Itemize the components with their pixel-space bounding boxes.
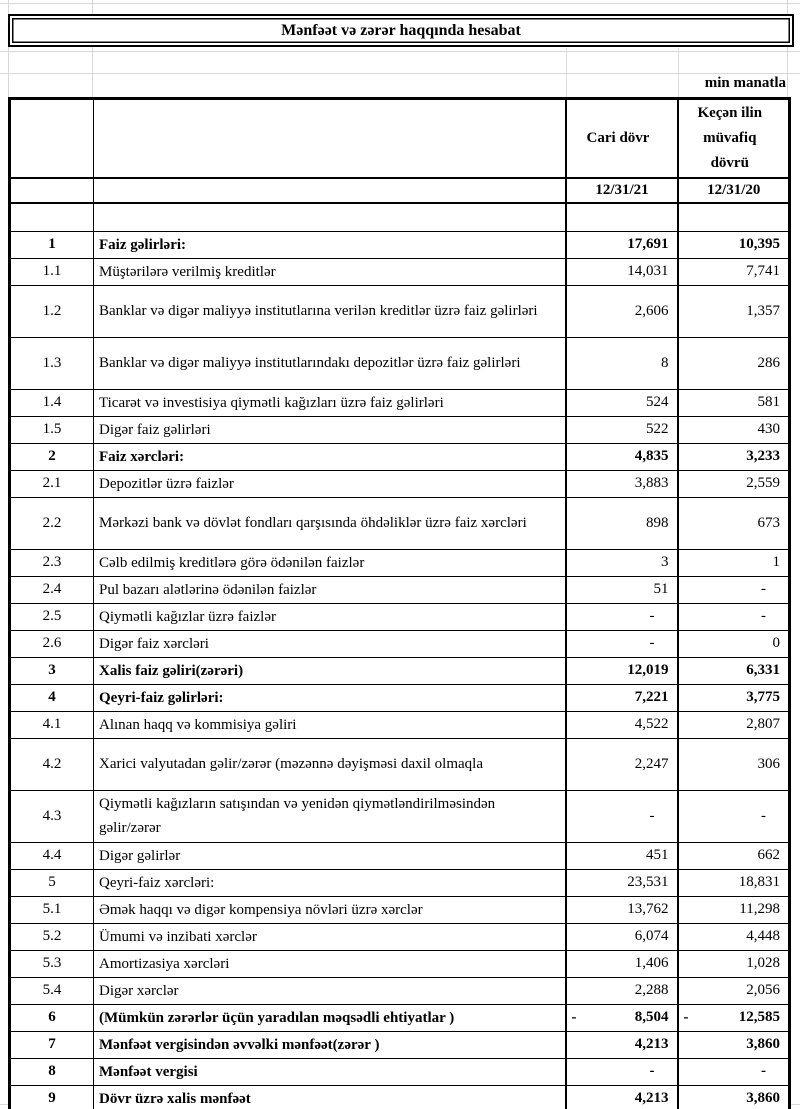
row-label: Faiz gəlirləri:	[94, 231, 566, 258]
value-prior: 7,741	[678, 258, 790, 285]
value-current: 7,221	[566, 684, 678, 711]
row-number: 2.4	[10, 576, 94, 603]
table-row	[10, 630, 790, 657]
table-row	[10, 1031, 790, 1058]
report-title: Mənfəət və zərər haqqında hesabat	[281, 21, 521, 39]
row-number: 2.3	[10, 549, 94, 576]
row-number: 2.2	[10, 497, 94, 549]
row-label: Cəlb edilmiş kreditlərə görə ödənilən faizlər	[94, 549, 566, 576]
negative-value: 8,504	[634, 1009, 669, 1025]
row-label: Mənfəət vergisindən əvvəlki mənfəət(zərər )	[94, 1031, 566, 1058]
date-row	[10, 178, 790, 203]
value-current: 4,835	[566, 443, 678, 470]
row-number: 5	[10, 869, 94, 896]
table-row	[10, 549, 790, 576]
value-current: 8	[566, 337, 678, 389]
table-row	[10, 657, 790, 684]
row-number: 4.1	[10, 711, 94, 738]
row-label: Digər xərclər	[94, 977, 566, 1004]
value-current	[566, 1004, 678, 1031]
col-header-current: Cari dövr	[566, 99, 678, 179]
report-table	[8, 97, 791, 1109]
value-current: 4,213	[566, 1085, 678, 1109]
row-label: Banklar və digər maliyyə institutlarına verilən kreditlər üzrə faiz gəlirləri	[94, 285, 566, 337]
value-prior: 3,775	[678, 684, 790, 711]
date-empty-cell	[10, 178, 94, 203]
value-prior: 3,233	[678, 443, 790, 470]
blank-row	[10, 203, 790, 231]
gridline	[678, 48, 679, 97]
row-number: 2.6	[10, 630, 94, 657]
table-row	[10, 603, 790, 630]
gridline	[0, 73, 800, 74]
negative-sign: -	[571, 1009, 577, 1025]
date-current: 12/31/21	[566, 178, 678, 203]
row-number: 1.1	[10, 258, 94, 285]
gridline	[0, 3, 800, 4]
value-current: 13,762	[566, 896, 678, 923]
table-row	[10, 1085, 790, 1109]
row-number: 6	[10, 1004, 94, 1031]
table-row	[10, 416, 790, 443]
row-label: Mərkəzi bank və dövlət fondları qarşısında öhdəliklər üzrə faiz xərcləri	[94, 497, 566, 549]
row-number: 9	[10, 1085, 94, 1109]
date-prior: 12/31/20	[678, 178, 790, 203]
row-label: Qeyri-faiz gəlirləri:	[94, 684, 566, 711]
value-prior: 2,807	[678, 711, 790, 738]
table-row	[10, 790, 790, 842]
value-current: 524	[566, 389, 678, 416]
row-number: 4	[10, 684, 94, 711]
table-row	[10, 443, 790, 470]
value-prior: 11,298	[678, 896, 790, 923]
table-row	[10, 896, 790, 923]
row-label: Xarici valyutadan gəlir/zərər (məzənnə dəyişməsi daxil olmaqla	[94, 738, 566, 790]
report-table-body	[10, 99, 790, 1109]
date-empty-cell	[94, 178, 566, 203]
blank-cell	[94, 203, 566, 231]
value-prior: 673	[678, 497, 790, 549]
value-prior: 286	[678, 337, 790, 389]
row-label: Digər faiz xərcləri	[94, 630, 566, 657]
value-current: 12,019	[566, 657, 678, 684]
row-label: Pul bazarı alətlərinə ödənilən faizlər	[94, 576, 566, 603]
value-current: 451	[566, 842, 678, 869]
value-prior: 1,357	[678, 285, 790, 337]
row-label: Depozitlər üzrə faizlər	[94, 470, 566, 497]
row-number: 2.1	[10, 470, 94, 497]
row-label: Əmək haqqı və digər kompensiya növləri üzrə xərclər	[94, 896, 566, 923]
value-prior: 3,860	[678, 1085, 790, 1109]
table-row	[10, 738, 790, 790]
value-current: 898	[566, 497, 678, 549]
value-prior: 581	[678, 389, 790, 416]
gridline	[566, 48, 567, 97]
value-current: 2,288	[566, 977, 678, 1004]
row-label: Alınan haqq və kommisiya gəliri	[94, 711, 566, 738]
value-prior: 1,028	[678, 950, 790, 977]
row-number: 3	[10, 657, 94, 684]
row-label: Digər faiz gəlirləri	[94, 416, 566, 443]
row-number: 1.4	[10, 389, 94, 416]
value-prior: 10,395	[678, 231, 790, 258]
row-number: 1.3	[10, 337, 94, 389]
blank-cell	[10, 203, 94, 231]
value-prior: -	[678, 603, 790, 630]
row-number: 5.1	[10, 896, 94, 923]
value-current: 522	[566, 416, 678, 443]
value-current: -	[566, 1058, 678, 1085]
value-prior: 2,056	[678, 977, 790, 1004]
row-label: Ümumi və inzibati xərclər	[94, 923, 566, 950]
table-row	[10, 231, 790, 258]
negative-sign: -	[683, 1009, 689, 1025]
table-row	[10, 576, 790, 603]
row-number: 5.2	[10, 923, 94, 950]
table-row	[10, 470, 790, 497]
row-label: Qiymətli kağızların satışından və yenidən qiymətləndirilməsindən gəlir/zərər	[94, 790, 566, 842]
value-prior: 4,448	[678, 923, 790, 950]
blank-cell	[678, 203, 790, 231]
blank-cell	[566, 203, 678, 231]
row-label: Xalis faiz gəliri(zərəri)	[94, 657, 566, 684]
value-current: 4,522	[566, 711, 678, 738]
value-current: 2,247	[566, 738, 678, 790]
value-current: -	[566, 790, 678, 842]
row-label: Mənfəət vergisi	[94, 1058, 566, 1085]
table-row	[10, 869, 790, 896]
value-prior: 662	[678, 842, 790, 869]
row-number: 4.4	[10, 842, 94, 869]
table-row	[10, 337, 790, 389]
table-row	[10, 950, 790, 977]
value-prior	[678, 1004, 790, 1031]
row-label: Banklar və digər maliyyə institutlarındakı depozitlər üzrə faiz gəlirləri	[94, 337, 566, 389]
row-number: 4.2	[10, 738, 94, 790]
value-prior: 306	[678, 738, 790, 790]
row-label: Qiymətli kağızlar üzrə faizlər	[94, 603, 566, 630]
table-row	[10, 389, 790, 416]
col-header-prior: Keçən ilin müvafiq dövrü	[678, 99, 790, 179]
row-label: Ticarət və investisiya qiymətli kağızları üzrə faiz gəlirləri	[94, 389, 566, 416]
gridline	[0, 51, 800, 52]
value-current: 51	[566, 576, 678, 603]
table-row	[10, 258, 790, 285]
row-label: (Mümkün zərərlər üçün yaradılan məqsədli ehtiyatlar )	[94, 1004, 566, 1031]
row-number: 5.4	[10, 977, 94, 1004]
value-prior: 0	[678, 630, 790, 657]
value-current: -	[566, 603, 678, 630]
value-prior: 18,831	[678, 869, 790, 896]
negative-value: 12,585	[738, 1009, 780, 1025]
row-number: 4.3	[10, 790, 94, 842]
value-current: 1,406	[566, 950, 678, 977]
header-row	[10, 99, 790, 179]
table-row	[10, 285, 790, 337]
row-number: 2	[10, 443, 94, 470]
table-row	[10, 923, 790, 950]
value-current: 17,691	[566, 231, 678, 258]
row-label: Digər gəlirlər	[94, 842, 566, 869]
value-prior: 1	[678, 549, 790, 576]
value-prior: 2,559	[678, 470, 790, 497]
value-current: 6,074	[566, 923, 678, 950]
value-prior: -	[678, 790, 790, 842]
row-number: 5.3	[10, 950, 94, 977]
row-number: 8	[10, 1058, 94, 1085]
table-row	[10, 977, 790, 1004]
table-row	[10, 711, 790, 738]
table-row	[10, 1004, 790, 1031]
row-number: 1.5	[10, 416, 94, 443]
row-number: 2.5	[10, 603, 94, 630]
value-current: 3,883	[566, 470, 678, 497]
table-row	[10, 842, 790, 869]
report-title-box	[8, 14, 794, 47]
value-current: 14,031	[566, 258, 678, 285]
row-label: Qeyri-faiz xərcləri:	[94, 869, 566, 896]
row-label: Müştərilərə verilmiş kreditlər	[94, 258, 566, 285]
unit-note: min manatla	[701, 75, 786, 92]
value-current: 23,531	[566, 869, 678, 896]
header-empty-cell	[94, 99, 566, 179]
row-label: Amortizasiya xərcləri	[94, 950, 566, 977]
value-current: 2,606	[566, 285, 678, 337]
value-current: -	[566, 630, 678, 657]
header-empty-cell	[10, 99, 94, 179]
value-prior: -	[678, 1058, 790, 1085]
row-number: 7	[10, 1031, 94, 1058]
table-row	[10, 497, 790, 549]
table-row	[10, 1058, 790, 1085]
row-label: Dövr üzrə xalis mənfəət	[94, 1085, 566, 1109]
value-current: 4,213	[566, 1031, 678, 1058]
row-number: 1.2	[10, 285, 94, 337]
value-prior: 3,860	[678, 1031, 790, 1058]
value-current: 3	[566, 549, 678, 576]
value-prior: -	[678, 576, 790, 603]
value-prior: 430	[678, 416, 790, 443]
value-prior: 6,331	[678, 657, 790, 684]
row-label: Faiz xərcləri:	[94, 443, 566, 470]
row-number: 1	[10, 231, 94, 258]
table-row	[10, 684, 790, 711]
